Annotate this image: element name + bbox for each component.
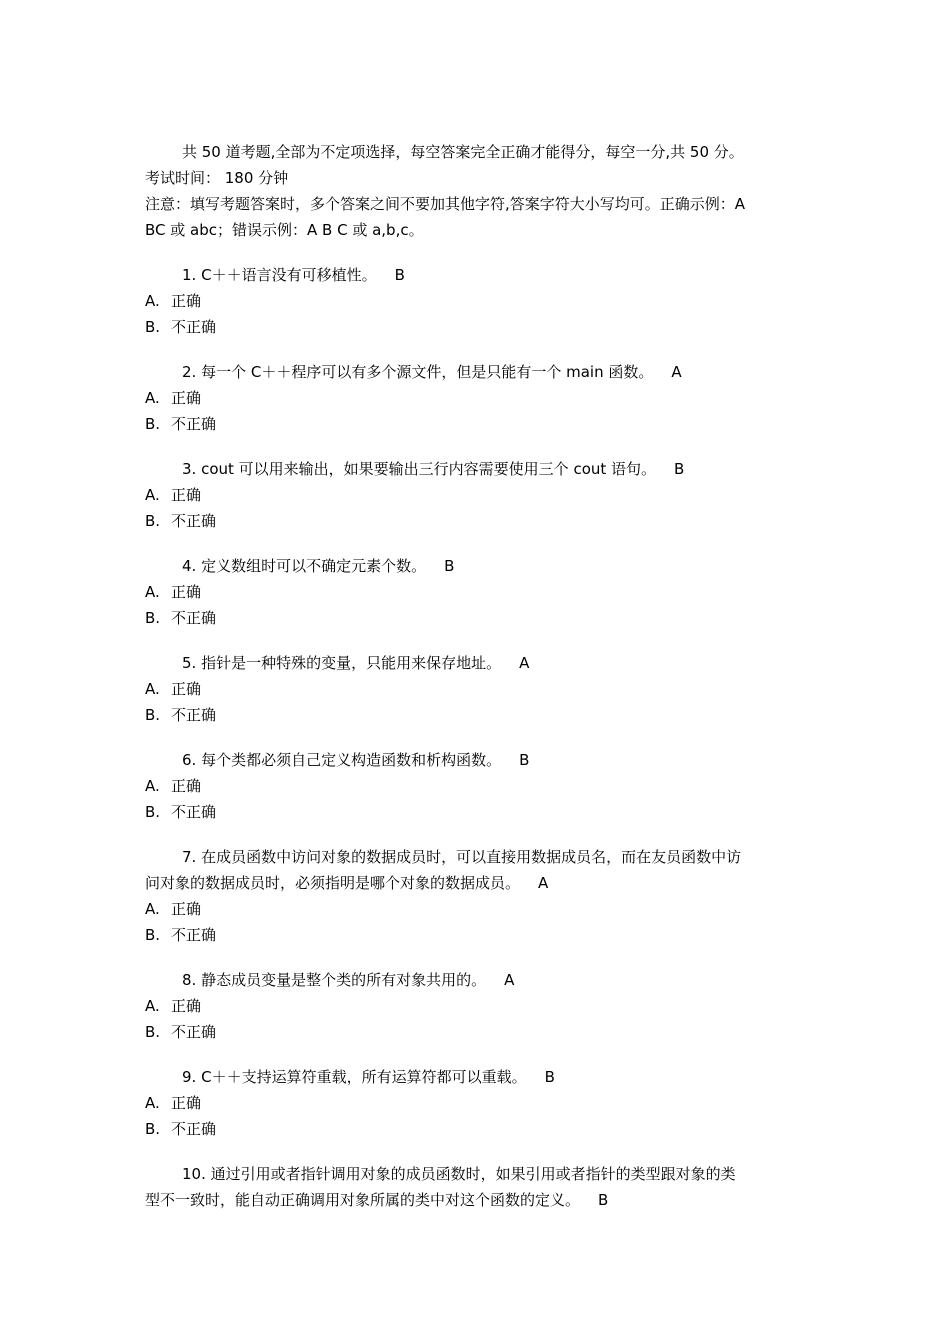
exam-summary: 共 50 道考题,全部为不定项选择，每空答案完全正确才能得分，每空一分,共 50 分。 — [182, 143, 744, 161]
question-item — [145, 967, 820, 1045]
question-stem — [145, 359, 820, 385]
question-text: C＋＋支持运算符重载，所有运算符都可以重载。 — [201, 1068, 527, 1086]
option-a-text: 正确 — [171, 583, 202, 601]
option-a — [145, 896, 820, 922]
question-stem — [145, 262, 820, 288]
question-number: 1. — [182, 266, 197, 284]
option-b-text: 不正确 — [171, 318, 217, 336]
question-answer: B — [519, 751, 530, 769]
option-a — [145, 579, 820, 605]
question-item — [145, 747, 820, 825]
question-answer: A — [519, 654, 530, 672]
question-stem — [145, 456, 820, 482]
question-answer: B — [394, 266, 405, 284]
question-item — [145, 359, 820, 437]
question-text: 静态成员变量是整个类的所有对象共用的。 — [201, 971, 487, 989]
question-number: 3. — [182, 460, 197, 478]
option-a-label: A. — [145, 777, 160, 795]
option-b-label: B. — [145, 609, 161, 627]
option-b-text: 不正确 — [171, 512, 217, 530]
question-stem — [145, 967, 820, 993]
option-b-label: B. — [145, 706, 161, 724]
question-answer: B — [598, 1191, 609, 1209]
option-a-text: 正确 — [171, 997, 202, 1015]
option-a — [145, 993, 820, 1019]
document-page — [145, 139, 820, 1213]
option-a-label: A. — [145, 997, 160, 1015]
option-a-label: A. — [145, 900, 160, 918]
option-b-label: B. — [145, 318, 161, 336]
question-stem — [145, 844, 820, 896]
question-number: 10. — [182, 1165, 206, 1183]
option-b — [145, 702, 820, 728]
question-text: 在成员函数中访问对象的数据成员时，可以直接用数据成员名，而在友员函数中访 — [201, 848, 742, 866]
question-number: 7. — [182, 848, 197, 866]
question-answer: B — [544, 1068, 555, 1086]
question-text: cout 可以用来输出，如果要输出三行内容需要使用三个 cout 语句。 — [201, 460, 657, 478]
option-b-text: 不正确 — [171, 1023, 217, 1041]
option-a — [145, 676, 820, 702]
option-b — [145, 1116, 820, 1142]
option-b-label: B. — [145, 1023, 161, 1041]
option-a — [145, 1090, 820, 1116]
option-b — [145, 605, 820, 631]
option-b-label: B. — [145, 1120, 161, 1138]
question-number: 9. — [182, 1068, 197, 1086]
option-b-text: 不正确 — [171, 926, 217, 944]
question-item — [145, 262, 820, 340]
option-b-label: B. — [145, 415, 161, 433]
exam-note: 注意：填写考题答案时，多个答案之间不要加其他字符,答案字符大小写均可。正确示例：A — [145, 195, 746, 213]
exam-note-cont: BC 或 abc；错误示例：A B C 或 a,b,c。 — [145, 221, 424, 239]
question-text: 定义数组时可以不确定元素个数。 — [201, 557, 427, 575]
option-a-text: 正确 — [171, 292, 202, 310]
option-b — [145, 314, 820, 340]
question-text: C＋＋语言没有可移植性。 — [201, 266, 377, 284]
question-number: 8. — [182, 971, 197, 989]
option-a — [145, 385, 820, 411]
question-stem — [145, 553, 820, 579]
option-b — [145, 411, 820, 437]
option-b — [145, 508, 820, 534]
question-item — [145, 456, 820, 534]
option-b-label: B. — [145, 512, 161, 530]
question-stem — [145, 650, 820, 676]
option-a-label: A. — [145, 1094, 160, 1112]
option-a-label: A. — [145, 680, 160, 698]
option-b-text: 不正确 — [171, 706, 217, 724]
option-b-text: 不正确 — [171, 1120, 217, 1138]
question-item — [145, 1161, 820, 1213]
option-a-text: 正确 — [171, 900, 202, 918]
question-text: 指针是一种特殊的变量，只能用来保存地址。 — [201, 654, 502, 672]
option-b-label: B. — [145, 803, 161, 821]
question-answer: A — [671, 363, 682, 381]
question-text: 通过引用或者指针调用对象的成员函数时，如果引用或者指针的类型跟对象的类 — [210, 1165, 736, 1183]
question-list — [145, 262, 820, 1213]
option-a-label: A. — [145, 486, 160, 504]
question-text: 每个类都必须自己定义构造函数和析构函数。 — [201, 751, 502, 769]
question-text-cont: 问对象的数据成员时，必须指明是哪个对象的数据成员。 — [145, 874, 521, 892]
option-a — [145, 773, 820, 799]
question-answer: B — [444, 557, 455, 575]
option-a-label: A. — [145, 389, 160, 407]
option-a-text: 正确 — [171, 777, 202, 795]
question-stem — [145, 747, 820, 773]
question-text-cont: 型不一致时，能自动正确调用对象所属的类中对这个函数的定义。 — [145, 1191, 581, 1209]
question-number: 2. — [182, 363, 197, 381]
question-number: 5. — [182, 654, 197, 672]
question-item — [145, 1064, 820, 1142]
question-item — [145, 650, 820, 728]
option-b-label: B. — [145, 926, 161, 944]
option-a-text: 正确 — [171, 1094, 202, 1112]
option-b-text: 不正确 — [171, 415, 217, 433]
option-b — [145, 1019, 820, 1045]
question-answer: A — [538, 874, 549, 892]
question-answer: A — [504, 971, 515, 989]
question-text: 每一个 C＋＋程序可以有多个源文件，但是只能有一个 main 函数。 — [201, 363, 654, 381]
option-a-label: A. — [145, 292, 160, 310]
option-a-text: 正确 — [171, 680, 202, 698]
question-number: 4. — [182, 557, 197, 575]
question-answer: B — [674, 460, 685, 478]
option-a-label: A. — [145, 583, 160, 601]
exam-instructions — [145, 139, 820, 243]
option-b-text: 不正确 — [171, 609, 217, 627]
question-item — [145, 844, 820, 948]
question-number: 6. — [182, 751, 197, 769]
option-a-text: 正确 — [171, 389, 202, 407]
option-a — [145, 482, 820, 508]
question-item — [145, 553, 820, 631]
question-stem — [145, 1161, 820, 1213]
question-stem — [145, 1064, 820, 1090]
option-b — [145, 922, 820, 948]
option-a — [145, 288, 820, 314]
exam-duration: 考试时间： 180 分钟 — [145, 169, 289, 187]
option-b — [145, 799, 820, 825]
option-a-text: 正确 — [171, 486, 202, 504]
option-b-text: 不正确 — [171, 803, 217, 821]
